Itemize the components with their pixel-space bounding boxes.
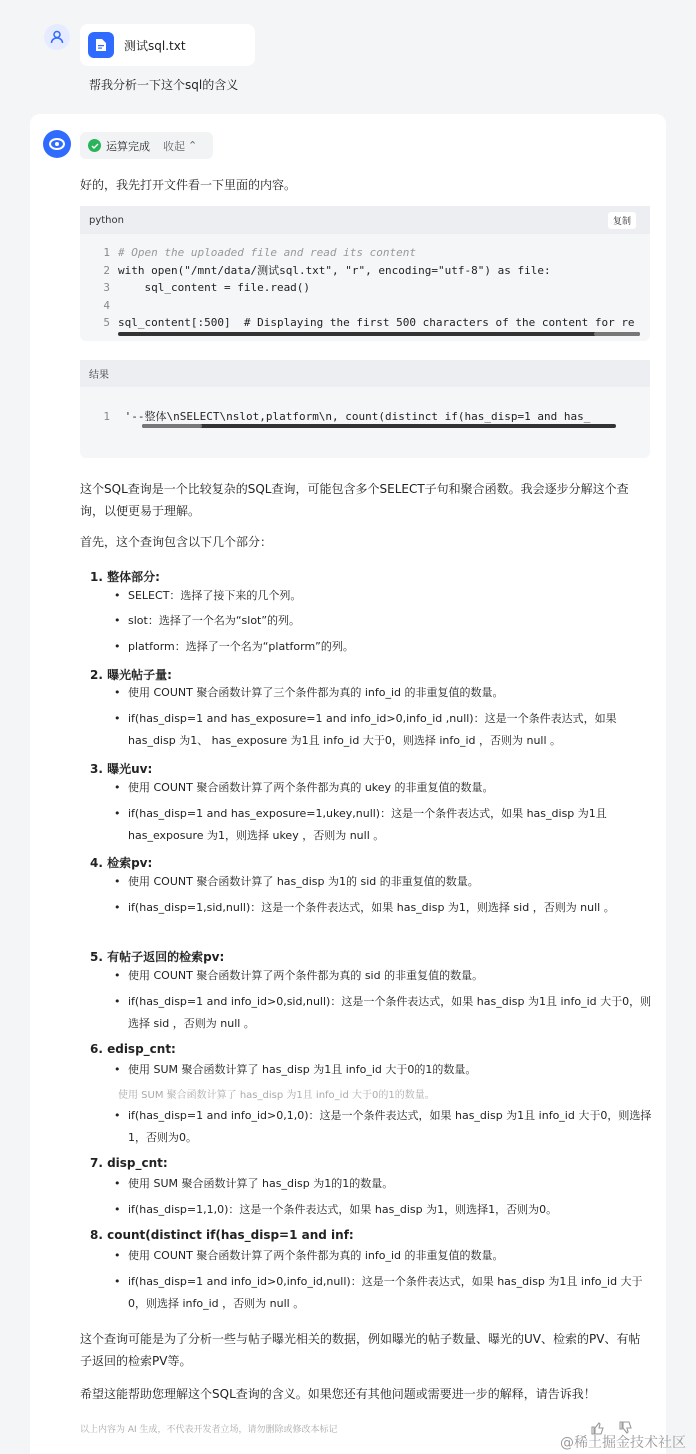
watermark: @稀土掘金技术社区 — [560, 1435, 686, 1451]
user-avatar — [44, 24, 70, 50]
code-line: 3 sql_content = file.read() — [103, 281, 311, 294]
section-1: 1. 整体部分: — [90, 570, 160, 584]
code-scrollbar[interactable] — [118, 332, 640, 336]
list-item: • 使用 COUNT 聚合函数计算了 has_disp 为1的 sid 的非重复值的数量。 — [118, 871, 652, 893]
list-item: • 使用 COUNT 聚合函数计算了三个条件都为真的 info_id 的非重复值的数量。 — [118, 682, 652, 704]
paragraph-2: 首先，这个查询包含以下几个部分： — [80, 535, 273, 549]
collapse-button[interactable]: 收起 ⌃ — [163, 139, 198, 153]
user-message: 帮我分析一下这个sql的含义 — [89, 78, 239, 92]
paragraph-1: 这个SQL查询是一个比较复杂的SQL查询，可能包含多个SELECT子句和聚合函数。我会逐步分解这个查询，以便更易于理解。 — [80, 482, 629, 518]
intro-text: 好的，我先打开文件看一下里面的内容。 — [80, 178, 297, 192]
list-item: • 使用 SUM 聚合函数计算了 has_disp 为1的1的数量。 — [118, 1173, 652, 1195]
section-3: 3. 曝光uv: — [90, 762, 153, 776]
code-line: 2 with open("/mnt/data/测试sql.txt", "r", encoding="utf-8") as file: — [103, 263, 551, 277]
user-icon — [50, 30, 64, 44]
ai-disclaimer: 以上内容为 AI 生成，不代表开发者立场，请勿删除或修改本标记 — [80, 1425, 338, 1435]
list-item: • slot：选择了一个名为“slot”的列。 — [118, 610, 652, 632]
status-label: 运算完成 — [106, 139, 150, 153]
section-7: 7. disp_cnt: — [90, 1156, 168, 1170]
code-line: 1 # Open the uploaded file and read its content — [103, 246, 417, 259]
list-item: • if(has_disp=1,sid,null)：这是一个条件表达式，如果 has_disp 为1，则选择 sid ，否则为 null 。 — [118, 897, 652, 919]
code-line: 4 — [103, 298, 110, 312]
paragraph-3: 这个查询可能是为了分析一些与帖子曝光相关的数据，例如曝光的帖子数量、曝光的UV、检索的PV、有帖子返回的检索PV等。 — [80, 1332, 641, 1368]
result-block — [80, 360, 650, 458]
result-scrollbar[interactable] — [142, 424, 616, 428]
copy-button[interactable]: 复制 — [608, 212, 636, 229]
code-block — [80, 206, 650, 341]
render-artifact-line — [118, 1086, 652, 1094]
list-item: • if(has_disp=1 and info_id>0,info_id,null)：这是一个条件表达式，如果 has_disp 为1且 info_id 大于0，则选择 info_id ，否则为 null 。 — [118, 1271, 652, 1315]
file-attachment[interactable] — [80, 24, 255, 66]
check-icon — [88, 139, 101, 152]
chevron-up-icon: ⌃ — [188, 139, 198, 152]
list-item: • if(has_disp=1,1,0)：这是一个条件表达式，如果 has_disp 为1，则选择1，否则为0。 — [118, 1199, 652, 1221]
run-status — [80, 132, 213, 159]
paragraph-4: 希望这能帮助您理解这个SQL查询的含义。如果您还有其他问题或需要进一步的解释，请告诉我！ — [80, 1387, 596, 1401]
list-item: • SELECT：选择了接下来的几个列。 — [118, 585, 652, 607]
list-item: • 使用 SUM 聚合函数计算了 has_disp 为1且 info_id 大于0的1的数量。 — [118, 1059, 652, 1081]
code-lines — [80, 234, 650, 332]
list-item: • platform：选择了一个名为“platform”的列。 — [118, 636, 652, 658]
code-line: 5 sql_content[:500] # Displaying the first 500 characters of the content for re — [103, 316, 635, 329]
list-item: • 使用 COUNT 聚合函数计算了两个条件都为真的 info_id 的非重复值的数量。 — [118, 1245, 652, 1267]
list-item: • 使用 COUNT 聚合函数计算了两个条件都为真的 ukey 的非重复值的数量。 — [118, 777, 652, 799]
section-6: 6. edisp_cnt: — [90, 1042, 176, 1056]
section-8: 8. count(distinct if(has_disp=1 and inf: — [90, 1228, 354, 1242]
result-line: 1 '--整体\nSELECT\nslot,platform\n, count(distinct if(has_disp=1 and has_ — [103, 410, 591, 423]
assistant-logo-icon — [48, 135, 66, 153]
list-item: • if(has_disp=1 and has_exposure=1 and info_id>0,info_id ,null)：这是一个条件表达式，如果 has_disp 为1、 has_exposure 为1且 info_id 大于0，则选择 info_id ，否则为 null 。 — [118, 708, 652, 752]
section-5: 5. 有帖子返回的检索pv: — [90, 950, 225, 964]
section-2: 2. 曝光帖子量: — [90, 668, 172, 682]
file-name: 测试sql.txt — [124, 38, 186, 53]
document-icon — [88, 32, 114, 58]
list-item: • 使用 COUNT 聚合函数计算了两个条件都为真的 sid 的非重复值的数量。 — [118, 965, 652, 987]
assistant-avatar — [43, 130, 71, 158]
section-4: 4. 检索pv: — [90, 856, 153, 870]
list-item: • if(has_disp=1 and has_exposure=1,ukey,null)：这是一个条件表达式，如果 has_disp 为1且 has_exposure 为1，则选择 ukey ，否则为 null 。 — [118, 803, 652, 847]
code-language: python — [89, 214, 124, 226]
list-item: • if(has_disp=1 and info_id>0,sid,null)：这是一个条件表达式，如果 has_disp 为1且 info_id 大于0，则选择 sid ，否则为 null 。 — [118, 991, 652, 1035]
result-label: 结果 — [80, 360, 650, 387]
list-item: • if(has_disp=1 and info_id>0,1,0)：这是一个条件表达式，如果 has_disp 为1且 info_id 大于0，则选择1，否则为0。 — [118, 1105, 652, 1149]
